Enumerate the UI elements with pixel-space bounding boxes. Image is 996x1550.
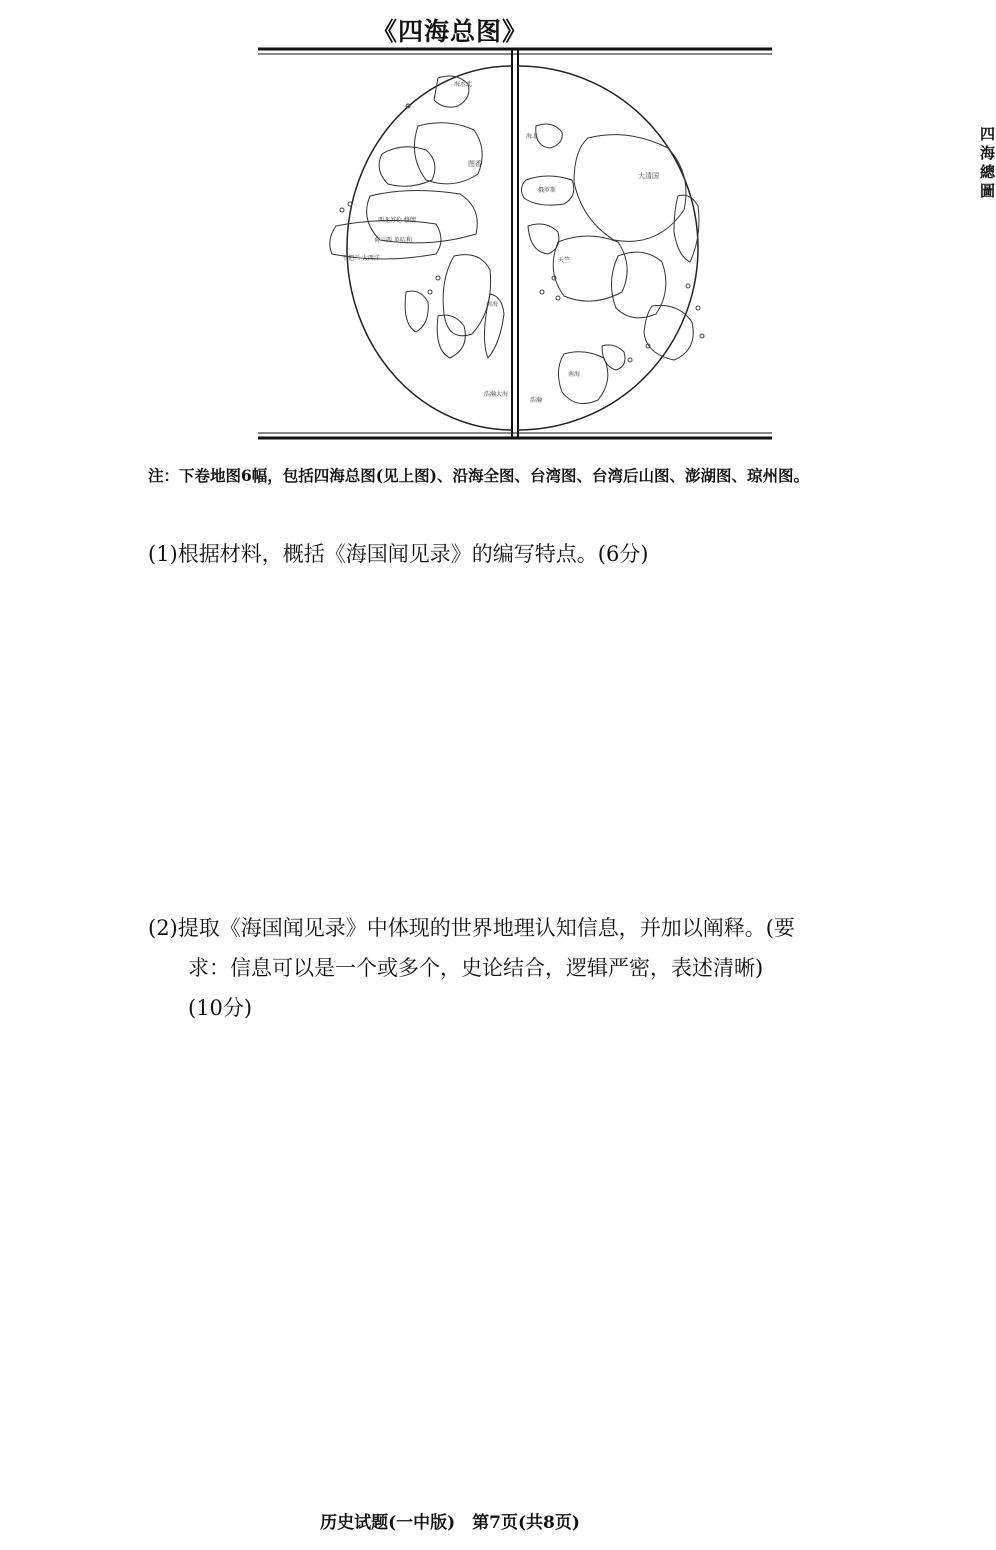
- svg-text:大清国: 大清国: [638, 172, 659, 180]
- question-2-line-1: (2)提取《海国闻见录》中体现的世界地理认知信息，并加以阐释。(要: [148, 916, 795, 940]
- map-vertical-label: 四海總圖: [978, 126, 996, 202]
- svg-text:俄罗斯: 俄罗斯: [538, 187, 557, 194]
- svg-text:浩瀚: 浩瀚: [530, 397, 543, 404]
- svg-text:西北苏伦 格朗: 西北苏伦 格朗: [378, 217, 416, 224]
- svg-text:图香: 图香: [468, 160, 482, 168]
- svg-text:海水北: 海水北: [454, 81, 473, 88]
- question-2: [148, 908, 890, 1028]
- svg-text:南海: 南海: [486, 301, 499, 308]
- question-2-line-2: 求：信息可以是一个或多个，史论结合，逻辑严密，表述清晰): [188, 956, 764, 980]
- world-map-image: [258, 46, 996, 440]
- svg-text:荷兰西 英咭利: 荷兰西 英咭利: [374, 237, 412, 244]
- svg-text:天竺: 天竺: [558, 257, 571, 264]
- world-map-drawing: [258, 46, 772, 440]
- question-2-line-3: (10分): [188, 996, 253, 1020]
- svg-text:海北: 海北: [526, 133, 539, 140]
- svg-text:浩瀚大海: 浩瀚大海: [484, 391, 509, 398]
- map-title: 《四海总图》: [371, 17, 528, 46]
- map-note: 注：下卷地图6幅，包括四海总图(见上图)、沿海全图、台湾图、台湾后山图、澎湖图、琼州图。: [148, 466, 809, 485]
- svg-text:干把兰 大西洋: 干把兰 大西洋: [342, 255, 380, 262]
- svg-text:南海: 南海: [568, 371, 581, 378]
- question-1: (1)根据材料，概括《海国闻见录》的编写特点。(6分): [148, 542, 649, 566]
- page-footer: 历史试题(一中版) 第7页(共8页): [320, 1513, 580, 1533]
